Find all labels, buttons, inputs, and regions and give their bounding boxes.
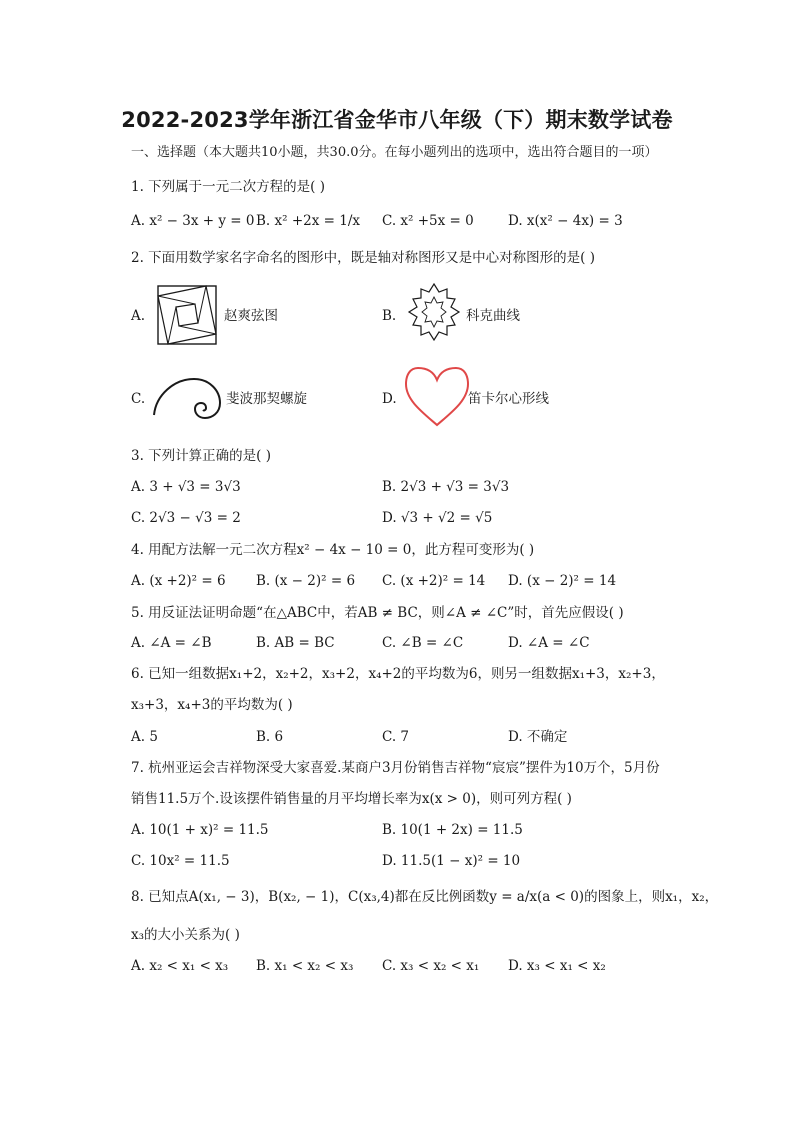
q4-option-a: A. (x +2)² = 6 <box>131 573 226 589</box>
question-1-stem: 1. 下列属于一元二次方程的是( ) <box>131 179 325 195</box>
q8-option-a: A. x₂ < x₁ < x₃ <box>131 958 229 974</box>
zhao-shuang-diagram-figure <box>157 285 217 345</box>
q2-figure-label-d: 笛卡尔心形线 <box>468 391 549 407</box>
q7-option-a: A. 10(1 + x)² = 11.5 <box>131 822 269 838</box>
q1-option-d: D. x(x² − 4x) = 3 <box>508 213 623 229</box>
q7-option-b: B. 10(1 + 2x) = 11.5 <box>382 822 523 838</box>
q4-option-d: D. (x − 2)² = 14 <box>508 573 617 589</box>
section-header: 一、选择题（本大题共10小题，共30.0分。在每小题列出的选项中，选出符合题目的一项） <box>131 145 658 160</box>
q5-option-d: D. ∠A = ∠C <box>508 635 590 651</box>
question-4-stem: 4. 用配方法解一元二次方程x² − 4x − 10 = 0，此方程可变形为( ) <box>131 542 535 558</box>
question-8-stem-cont: x₃的大小关系为( ) <box>131 927 240 943</box>
q1-option-a: A. x² − 3x + y = 0 <box>131 213 255 229</box>
q1-option-b: B. x² +2x = 1/x <box>256 213 360 229</box>
question-3-stem: 3. 下列计算正确的是( ) <box>131 448 271 464</box>
question-6-stem: 6. 已知一组数据x₁+2，x₂+2，x₃+2，x₄+2的平均数为6，则另一组数据x₁+3，x₂+3， <box>131 666 665 682</box>
koch-snowflake-figure <box>403 283 465 347</box>
q7-option-d: D. 11.5(1 − x)² = 10 <box>382 853 521 869</box>
q4-option-c: C. (x +2)² = 14 <box>382 573 486 589</box>
q4-option-b: B. (x − 2)² = 6 <box>256 573 356 589</box>
q8-option-c: C. x₃ < x₂ < x₁ <box>382 958 480 974</box>
question-2-stem: 2. 下面用数学家名字命名的图形中，既是轴对称图形又是中心对称图形的是( ) <box>131 250 595 266</box>
q5-option-b: B. AB = BC <box>256 635 335 651</box>
page-title: 2022-2023学年浙江省金华市八年级（下）期末数学试卷 <box>121 108 673 132</box>
q6-option-a: A. 5 <box>131 729 158 745</box>
q8-option-d: D. x₃ < x₁ < x₂ <box>508 958 606 974</box>
q2-figure-label-a: 赵爽弦图 <box>224 308 278 324</box>
cardioid-heart-figure <box>404 366 470 428</box>
q3-option-c: C. 2√3 − √3 = 2 <box>131 510 241 526</box>
q1-option-c: C. x² +5x = 0 <box>382 213 474 229</box>
q6-option-c: C. 7 <box>382 729 410 745</box>
fibonacci-spiral-figure <box>152 375 222 420</box>
q5-option-a: A. ∠A = ∠B <box>131 635 212 651</box>
q2-option-a: A. <box>131 308 146 324</box>
question-6-stem-cont: x₃+3，x₄+3的平均数为( ) <box>131 697 293 713</box>
question-5-stem: 5. 用反证法证明命题“在△ABC中，若AB ≠ BC，则∠A ≠ ∠C”时，首先应假设( ) <box>131 605 624 621</box>
q2-figure-label-c: 斐波那契螺旋 <box>226 391 307 407</box>
q2-figure-label-b: 科克曲线 <box>466 308 520 324</box>
q6-option-d: D. 不确定 <box>508 729 568 745</box>
q3-option-b: B. 2√3 + √3 = 3√3 <box>382 479 510 495</box>
q7-option-c: C. 10x² = 11.5 <box>131 853 230 869</box>
q3-option-d: D. √3 + √2 = √5 <box>382 510 493 526</box>
q2-option-b: B. <box>382 308 397 324</box>
question-8-stem: 8. 已知点A(x₁, − 3)，B(x₂, − 1)，C(x₃,4)都在反比例函数y = a/x(a < 0)的图象上，则x₁，x₂， <box>131 889 719 905</box>
q8-option-b: B. x₁ < x₂ < x₃ <box>256 958 354 974</box>
q2-option-c: C. <box>131 391 146 407</box>
q6-option-b: B. 6 <box>256 729 284 745</box>
question-7-stem: 7. 杭州亚运会吉祥物深受大家喜爱.某商户3月份销售吉祥物“宸宸”摆件为10万个，5月份 <box>131 760 660 776</box>
q2-option-d: D. <box>382 391 397 407</box>
question-7-stem-cont: 销售11.5万个.设该摆件销售量的月平均增长率为x(x > 0)，则可列方程( ) <box>131 791 572 807</box>
q5-option-c: C. ∠B = ∠C <box>382 635 464 651</box>
q3-option-a: A. 3 + √3 = 3√3 <box>131 479 241 495</box>
